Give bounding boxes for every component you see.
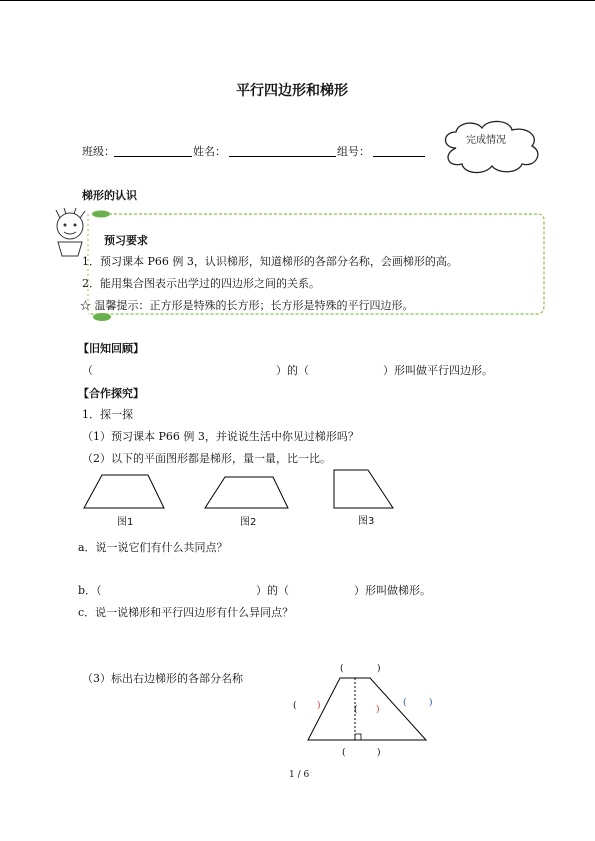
group-blank[interactable] — [373, 156, 425, 157]
trapezoid-figures — [80, 470, 400, 515]
name-label: 姓名： — [193, 145, 226, 158]
svg-text:): ) — [377, 664, 381, 674]
figure-label: 图1 — [117, 517, 134, 528]
explore-heading: 【合作探究】 — [78, 387, 144, 400]
class-blank[interactable] — [114, 156, 192, 157]
completion-badge-label: 完成情况 — [466, 135, 506, 146]
svg-text:(: ( — [340, 664, 344, 674]
trapezoid-fig1 — [84, 475, 164, 508]
svg-text:(: ( — [403, 698, 407, 708]
question-2: （2）以下的平面图形都是梯形，量一量，比一比。 — [82, 452, 331, 465]
review-heading: 【旧知回顾】 — [78, 342, 144, 355]
svg-text:): ) — [429, 698, 433, 708]
leaf-icon — [90, 209, 112, 219]
svg-text:(: ( — [354, 705, 358, 715]
section-title: 梯形的认识 — [82, 189, 137, 202]
question-b-open: b．（ — [78, 584, 102, 597]
labeled-trapezoid — [290, 660, 440, 760]
name-blank[interactable] — [229, 156, 336, 157]
cartoon-child-icon — [48, 208, 92, 258]
page-number: 1 / 6 — [289, 770, 310, 780]
top-rule — [0, 0, 595, 1]
page-title: 平行四边形和梯形 — [236, 83, 348, 99]
svg-text:(: ( — [342, 748, 346, 758]
figure-label: 图3 — [358, 516, 375, 527]
preview-tip: ☆ 温馨提示：正方形是特殊的长方形；长方形是特殊的平行四边形。 — [80, 299, 414, 312]
trapezoid-fig3 — [334, 470, 393, 508]
figure-label: 图2 — [240, 517, 257, 528]
class-label: 班级： — [82, 145, 115, 158]
review-mid: ）的（ — [276, 364, 309, 377]
preview-item: 1．预习课本 P66 例 3，认识梯形，知道梯形的各部分名称，会画梯形的高。 — [82, 255, 458, 268]
review-open: （ — [82, 364, 93, 377]
svg-text:(: ( — [293, 701, 297, 711]
question-3: （3）标出右边梯形的各部分名称 — [82, 672, 243, 685]
cloud-badge-icon — [436, 118, 548, 178]
question-c: c．说一说梯形和平行四边形有什么异同点？ — [78, 606, 294, 619]
preview-item: 2．能用集合图表示出学过的四边形之间的关系。 — [82, 277, 320, 290]
trapezoid-fig2 — [205, 477, 288, 508]
question-a: a．说一说它们有什么共同点？ — [78, 541, 228, 554]
question-b-mid: ）的（ — [256, 584, 289, 597]
svg-text:): ) — [317, 701, 321, 711]
preview-heading: 预习要求 — [104, 234, 148, 247]
step-one: 1．探一探 — [82, 408, 133, 421]
review-tail: ）形叫做平行四边形。 — [383, 364, 493, 377]
svg-text:): ) — [377, 748, 381, 758]
group-label: 组号： — [337, 145, 370, 158]
question-1: （1）预习课本 P66 例 3，并说说生活中你见过梯形吗？ — [82, 430, 359, 443]
svg-text:): ) — [376, 705, 380, 715]
question-b-tail: ）形叫做梯形。 — [354, 584, 431, 597]
